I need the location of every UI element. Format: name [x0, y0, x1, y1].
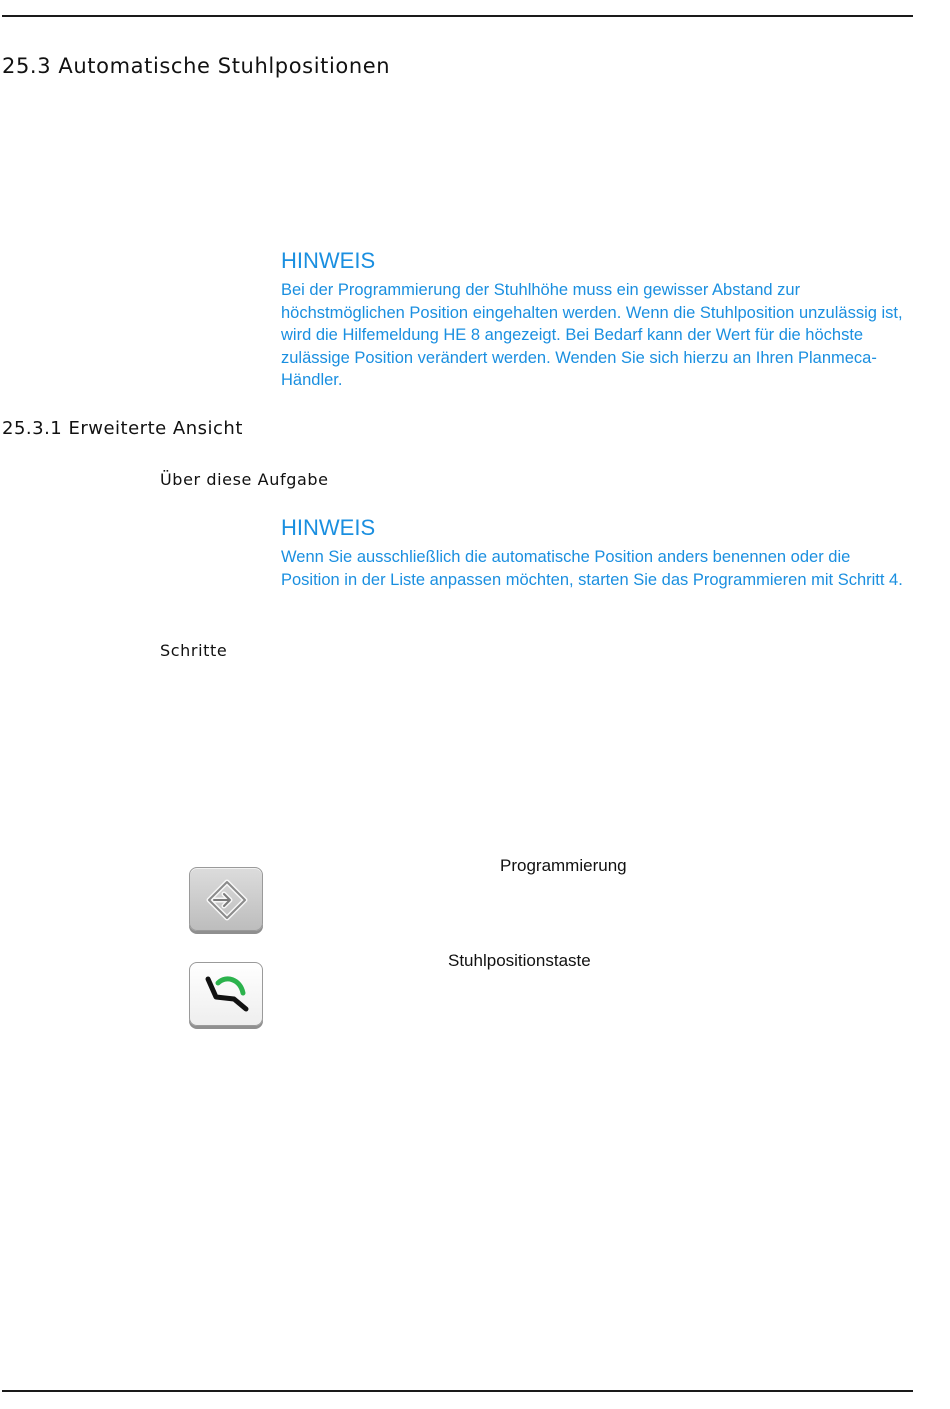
chair-position-key-icon — [189, 962, 263, 1026]
note-title: HINWEIS — [281, 515, 376, 540]
footer-rule — [2, 1390, 913, 1392]
section-heading: 25.3 Automatische Stuhlpositionen — [2, 54, 391, 78]
programming-key-caption: Programmierung — [500, 856, 627, 875]
note-rename-position — [281, 515, 909, 591]
about-task-label: Über diese Aufgabe — [160, 470, 329, 489]
note-text: Bei der Programmierung der Stuhlhöhe muss ein gewisser Abstand zur höchstmöglichen Position eingehalten werden. Wenn die Stuhlposition unzulässig ist, wird die Hilfemeldung HE 8 angezeigt. Bei Bedarf kann der Wert für die höchste zulässige Position verändert werden. Wenden Sie sich hierzu an Ihren Planmeca-Händler. — [281, 281, 903, 389]
note-title: HINWEIS — [281, 248, 376, 273]
steps-label: Schritte — [160, 641, 228, 660]
subsection-heading: 25.3.1 Erweiterte Ansicht — [2, 418, 243, 439]
chair-position-key-caption: Stuhlpositionstaste — [448, 951, 591, 970]
note-text: Wenn Sie ausschließlich die automatische Position anders benennen oder die Position in der Liste anpassen möchten, starten Sie das Programmieren mit Schritt 4. — [281, 548, 903, 589]
note-height-limit — [281, 248, 909, 392]
header-rule — [2, 15, 913, 17]
programming-key-icon — [189, 867, 263, 931]
